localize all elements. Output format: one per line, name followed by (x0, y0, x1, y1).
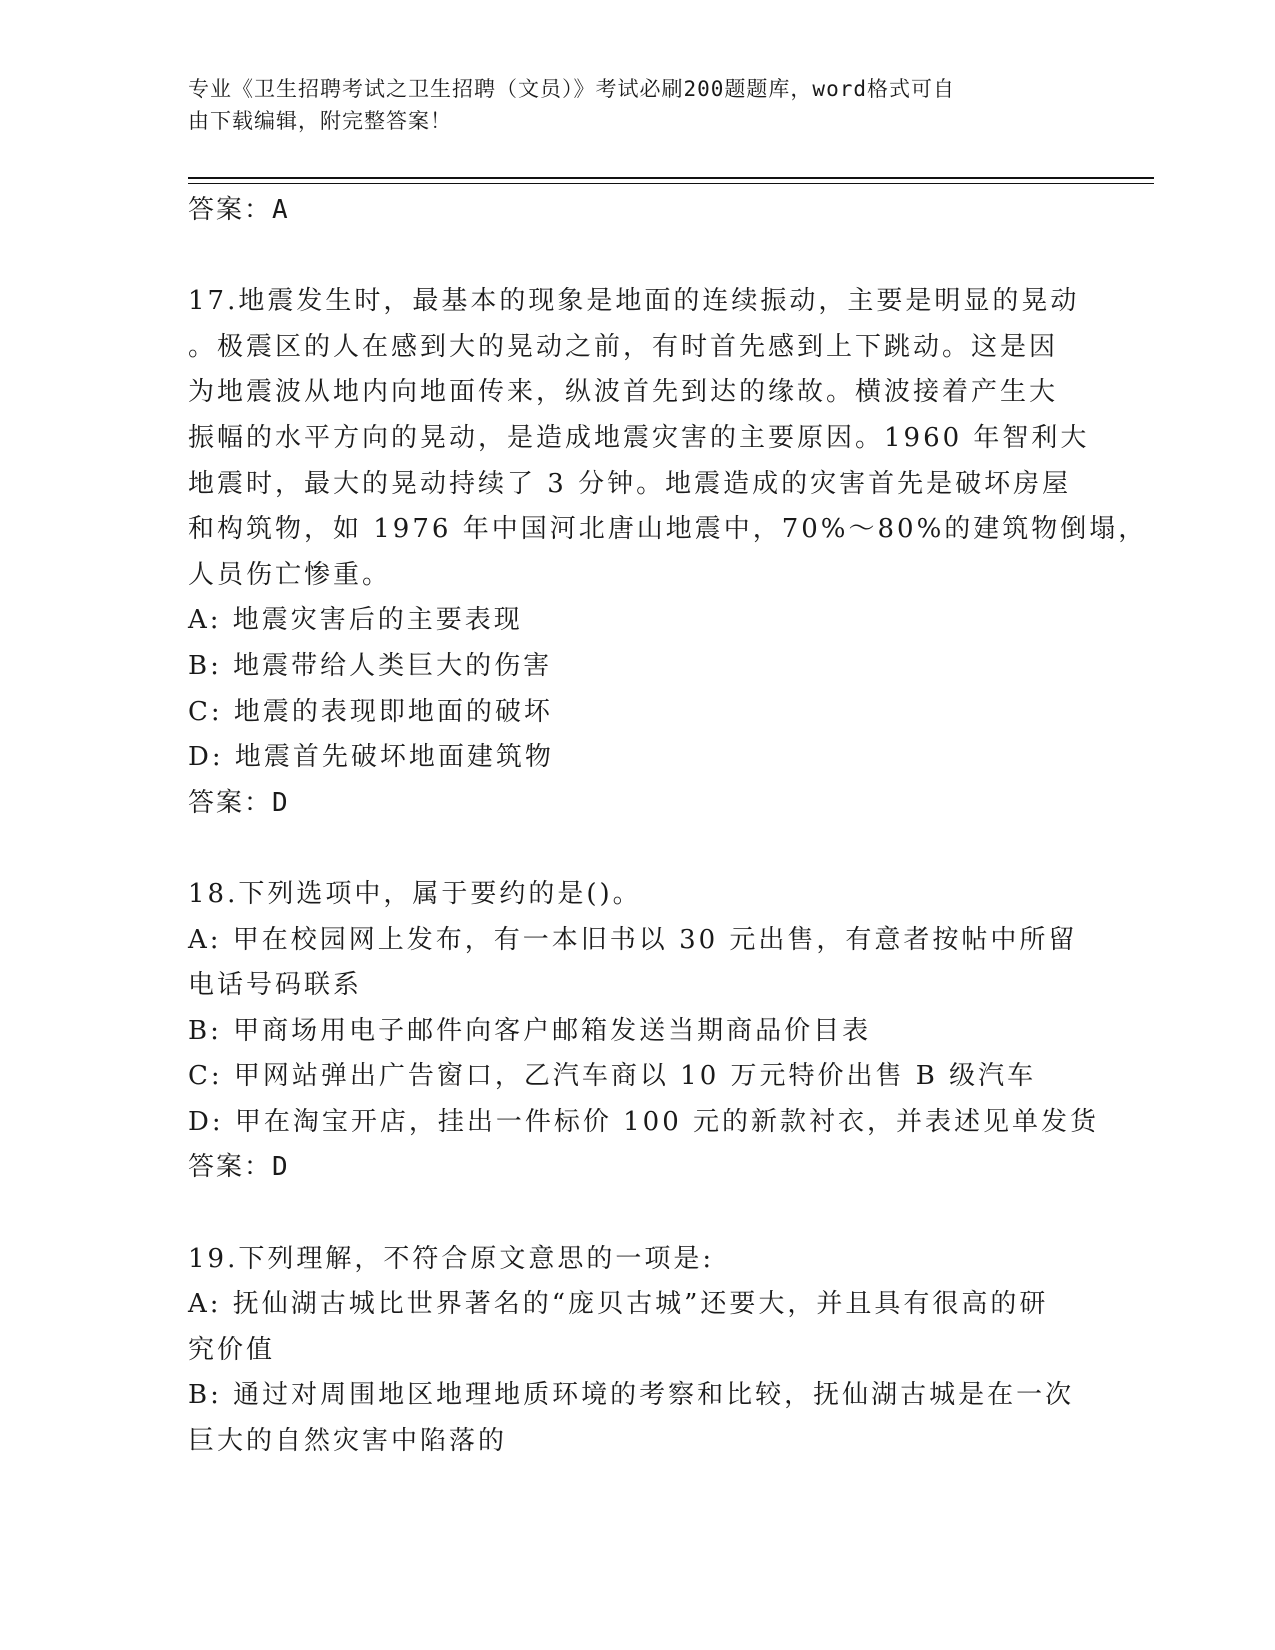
question-19 (188, 1237, 1088, 1465)
q17-stem-line: 。极震区的人在感到大的晃动之前，有时首先感到上下跳动。这是因 (188, 331, 1059, 362)
q17-stem-line: 为地震波从地内向地面传来，纵波首先到达的缘故。横波接着产生大 (188, 377, 1059, 408)
q18-option-a-continued: 电话号码联系 (188, 970, 363, 1001)
q17-stem-line: 17.地震发生时，最基本的现象是地面的连续振动，主要是明显的晃动 (188, 286, 1080, 317)
q17-stem-line: 人员伤亡惨重。 (188, 559, 392, 590)
q18-option-c: C: 甲网站弹出广告窗口，乙汽车商以 10 万元特价出售 B 级汽车 (188, 1061, 1037, 1092)
q17-option-c: C: 地震的表现即地面的破坏 (188, 696, 553, 727)
q17-stem-line: 地震时，最大的晃动持续了 3 分钟。地震造成的灾害首先是破坏房屋 (188, 468, 1072, 499)
q17-stem-line: 振幅的水平方向的晃动，是造成地震灾害的主要原因。1960 年智利大 (188, 422, 1090, 453)
q17-option-b: B: 地震带给人类巨大的伤害 (188, 650, 553, 681)
question-18 (188, 872, 1100, 1191)
spacer (188, 1191, 1088, 1237)
q17-answer: 答案：D (188, 787, 290, 818)
q17-option-d: D: 地震首先破坏地面建筑物 (188, 742, 554, 773)
q17-option-a: A: 地震灾害后的主要表现 (188, 605, 523, 636)
header-line-1: 专业《卫生招聘考试之卫生招聘（文员）》考试必刷200题题库，word格式可自 (188, 77, 955, 101)
q18-option-b: B: 甲商场用电子邮件向客户邮箱发送当期商品价目表 (188, 1015, 872, 1046)
question-17 (188, 279, 1148, 826)
q17-stem-line: 和构筑物，如 1976 年中国河北唐山地震中，70%～80%的建筑物倒塌， (188, 514, 1148, 545)
q19-stem: 19.下列理解，不符合原文意思的一项是: (188, 1243, 715, 1274)
q18-option-a: A: 甲在校园网上发布，有一本旧书以 30 元出售，有意者按帖中所留 (188, 924, 1078, 955)
question-content (188, 188, 1148, 1465)
q18-stem: 18.下列选项中，属于要约的是()。 (188, 878, 642, 909)
q16-answer: 答案：A (188, 195, 290, 225)
header-rule-thin (188, 183, 1154, 184)
q19-option-a-continued: 究价值 (188, 1334, 276, 1365)
page-header (188, 73, 1068, 137)
spacer (188, 234, 1088, 280)
header-line-2: 由下载编辑，附完整答案！ (188, 109, 452, 133)
q19-option-b: B: 通过对周围地区地理地质环境的考察和比较，抚仙湖古城是在一次 (188, 1380, 1075, 1411)
q19-option-b-continued: 巨大的自然灾害中陷落的 (188, 1426, 508, 1457)
header-rule-thick (188, 177, 1154, 179)
q18-answer: 答案：D (188, 1152, 290, 1183)
q18-option-d: D: 甲在淘宝开店，挂出一件标价 100 元的新款衬衣，并表述见单发货 (188, 1106, 1100, 1137)
q19-option-a: A: 抚仙湖古城比世界著名的“庞贝古城”还要大，并且具有很高的研 (188, 1289, 1049, 1320)
spacer (188, 826, 1088, 872)
